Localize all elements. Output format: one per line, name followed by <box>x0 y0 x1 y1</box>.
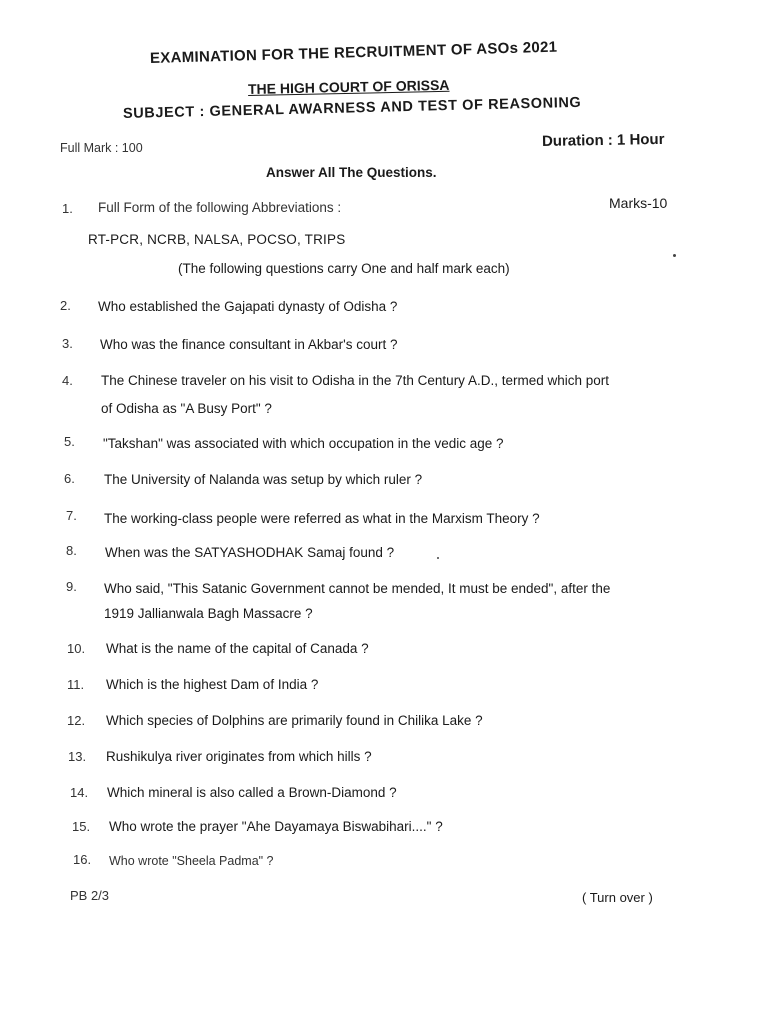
question-number: 6. <box>64 471 75 486</box>
question-text: Which is the highest Dam of India ? <box>106 677 319 692</box>
question-text: "Takshan" was associated with which occupation in the vedic age ? <box>103 436 504 451</box>
duration: Duration : 1 Hour <box>541 130 665 150</box>
question-number: 8. <box>66 543 77 558</box>
scan-speck <box>437 557 439 559</box>
question-number: 3. <box>62 336 73 351</box>
marks-note: (The following questions carry One and half mark each) <box>178 261 510 276</box>
marks-label: Marks-10 <box>609 195 668 211</box>
question-text: Who established the Gajapati dynasty of Odisha ? <box>98 299 398 314</box>
page-number: PB 2/3 <box>70 888 110 903</box>
question-text: What is the name of the capital of Canada ? <box>106 641 369 656</box>
exam-title: EXAMINATION FOR THE RECRUITMENT OF ASOs 2021 <box>149 38 558 67</box>
question-text: The working-class people were referred as what in the Marxism Theory ? <box>104 511 540 526</box>
question-number: 14. <box>70 785 89 800</box>
question-number: 16. <box>73 852 92 867</box>
full-mark: Full Mark : 100 <box>60 141 143 155</box>
question-text: Which species of Dolphins are primarily found in Chilika Lake ? <box>106 713 483 728</box>
court-name-text: THE HIGH COURT OF ORISSA <box>247 76 450 97</box>
question-text: The University of Nalanda was setup by which ruler ? <box>104 472 423 487</box>
subject-line: SUBJECT : GENERAL AWARNESS AND TEST OF REASONING <box>122 94 582 122</box>
question-number: 9. <box>66 579 77 594</box>
question-number: 4. <box>62 373 73 388</box>
question-number: 7. <box>66 508 77 523</box>
question-number: 2. <box>60 298 71 313</box>
scan-speck <box>673 254 676 257</box>
question-text: Who was the finance consultant in Akbar's court ? <box>100 337 398 352</box>
question-number: 11. <box>67 677 85 692</box>
question-number: 15. <box>72 819 91 834</box>
court-name <box>248 77 450 97</box>
turn-over-note: ( Turn over ) <box>582 890 653 905</box>
question-text: Who wrote the prayer "Ahe Dayamaya Biswabihari...." ? <box>109 819 443 834</box>
question-text: The Chinese traveler on his visit to Odisha in the 7th Century A.D., termed which port <box>101 373 609 388</box>
question-text-continued: 1919 Jallianwala Bagh Massacre ? <box>104 606 313 621</box>
abbreviation-list: RT-PCR, NCRB, NALSA, POCSO, TRIPS <box>88 232 346 247</box>
instruction: Answer All The Questions. <box>266 165 437 180</box>
question-number: 12. <box>67 713 86 728</box>
question-number: 10. <box>67 641 86 656</box>
question-text: Rushikulya river originates from which hills ? <box>106 749 372 764</box>
question-text: Full Form of the following Abbreviations : <box>98 200 342 215</box>
question-text-continued: of Odisha as "A Busy Port" ? <box>101 401 272 416</box>
question-text: When was the SATYASHODHAK Samaj found ? <box>105 545 395 560</box>
question-text: Which mineral is also called a Brown-Diamond ? <box>107 785 397 800</box>
question-text: Who wrote "Sheela Padma" ? <box>109 854 274 868</box>
question-number: 5. <box>64 434 75 449</box>
question-text: Who said, "This Satanic Government cannot be mended, It must be ended", after the <box>104 581 611 596</box>
question-number: 1. <box>62 201 73 216</box>
question-number: 13. <box>68 749 87 764</box>
